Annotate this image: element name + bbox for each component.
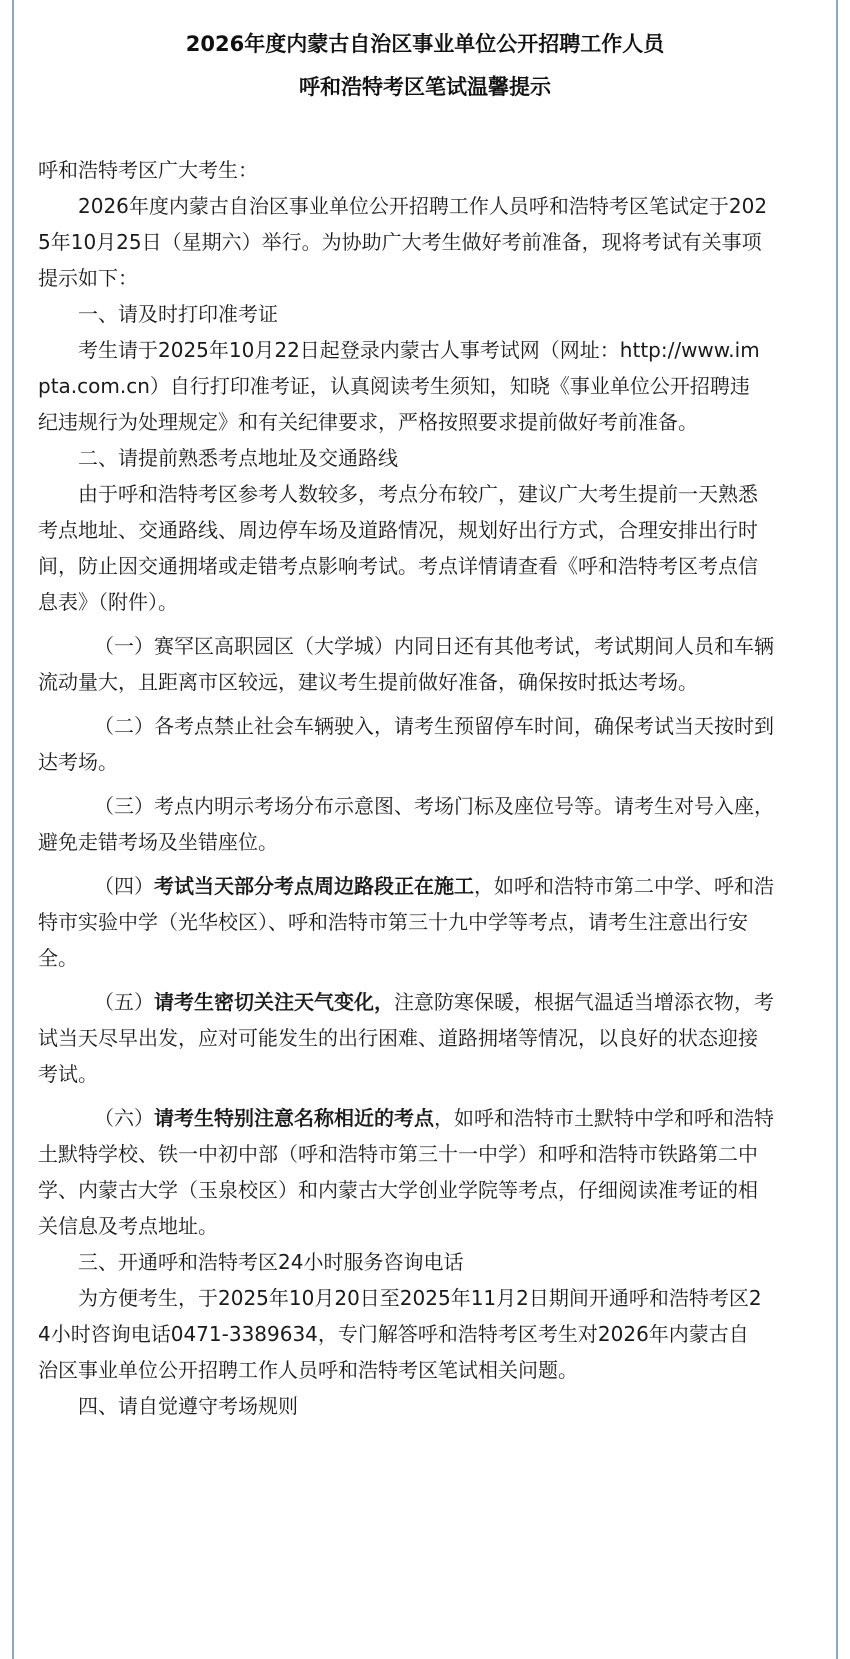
- section-heading-4: 四、请自觉遵守考场规则: [78, 1394, 298, 1418]
- item-5-prefix: （五）: [94, 990, 154, 1014]
- item-1-line: 流动量大，且距离市区较远，建议考生提前做好准备，确保按时抵达考场。: [38, 670, 698, 694]
- item-5-rest: 注意防寒保暖，根据气温适当增添衣物，考: [394, 990, 774, 1014]
- section-2-line: 息表》（附件）。: [38, 590, 178, 614]
- item-6-line: [38, 1100, 818, 1136]
- item-2-line: （二）各考点禁止社会车辆驶入，请考生预留停车时间，确保考试当天按时到: [94, 714, 774, 738]
- intro-line: 5年10月25日（星期六）举行。为协助广大考生做好考前准备，现将考试有关事项: [38, 230, 762, 254]
- item-6-emphasis: 请考生特别注意名称相近的考点: [154, 1106, 434, 1130]
- section-2-line: 间，防止因交通拥堵或走错考点影响考试。考点详情请查看《呼和浩特考区考点信: [38, 554, 758, 578]
- item-4-emphasis: 考试当天部分考点周边路段正在施工: [154, 874, 474, 898]
- item-3-line: 避免走错考场及坐错座位。: [38, 830, 278, 854]
- item-6-line: 土默特学校、铁一中初中部（呼和浩特市第三十一中学）和呼和浩特市铁路第二中: [38, 1142, 758, 1166]
- section-3-line: 4小时咨询电话0471-3389634，专门解答呼和浩特考区考生对2026年内蒙古自: [38, 1322, 749, 1346]
- document-body: [38, 152, 818, 1424]
- section-heading-1: 一、请及时打印准考证: [78, 302, 278, 326]
- salutation: 呼和浩特考区广大考生：: [38, 158, 258, 182]
- section-heading-2: 二、请提前熟悉考点地址及交通路线: [78, 446, 398, 470]
- item-3-line: （三）考点内明示考场分布示意图、考场门标及座位号等。请考生对号入座，: [94, 794, 774, 818]
- item-6-line: 关信息及考点地址。: [38, 1214, 218, 1238]
- document-title-line1: 2026年度内蒙古自治区事业单位公开招聘工作人员: [185, 32, 665, 56]
- item-6-prefix: （六）: [94, 1106, 154, 1130]
- document-page: [12, 0, 838, 1659]
- item-5-line: [38, 984, 818, 1020]
- section-1-line: pta.com.cn）自行打印准考证，认真阅读考生须知，知晓《事业单位公开招聘违: [38, 374, 750, 398]
- intro-line: 2026年度内蒙古自治区事业单位公开招聘工作人员呼和浩特考区笔试定于202: [78, 194, 768, 218]
- intro-line: 提示如下：: [38, 266, 138, 290]
- document-title-line2: 呼和浩特考区笔试温馨提示: [299, 75, 551, 99]
- section-2-line: 考点地址、交通路线、周边停车场及道路情况，规划好出行方式，合理安排出行时: [38, 518, 758, 542]
- item-4-line: [38, 868, 818, 904]
- section-1-line: 考生请于2025年10月22日起登录内蒙古人事考试网（网址：http://www.im: [78, 338, 760, 362]
- section-3-line: 为方便考生，于2025年10月20日至2025年11月2日期间开通呼和浩特考区2: [78, 1286, 762, 1310]
- item-4-prefix: （四）: [94, 874, 154, 898]
- item-6-rest: ，如呼和浩特市土默特中学和呼和浩特: [434, 1106, 774, 1130]
- item-5-line: 试当天尽早出发，应对可能发生的出行困难、道路拥堵等情况，以良好的状态迎接: [38, 1026, 758, 1050]
- section-3-line: 治区事业单位公开招聘工作人员呼和浩特考区笔试相关问题。: [38, 1358, 578, 1382]
- section-1-line: 纪违规行为处理规定》和有关纪律要求，严格按照要求提前做好考前准备。: [38, 410, 698, 434]
- section-heading-3: 三、开通呼和浩特考区24小时服务咨询电话: [78, 1250, 464, 1274]
- item-5-line: 考试。: [38, 1062, 98, 1086]
- item-5-emphasis: 请考生密切关注天气变化，: [154, 990, 394, 1014]
- item-1-line: （一）赛罕区高职园区（大学城）内同日还有其他考试，考试期间人员和车辆: [94, 634, 774, 658]
- item-2-line: 达考场。: [38, 750, 118, 774]
- section-2-line: 由于呼和浩特考区参考人数较多，考点分布较广，建议广大考生提前一天熟悉: [78, 482, 758, 506]
- item-4-line: 特市实验中学（光华校区）、呼和浩特市第三十九中学等考点，请考生注意出行安: [38, 910, 748, 934]
- item-4-rest: ，如呼和浩特市第二中学、呼和浩: [474, 874, 774, 898]
- item-6-line: 学、内蒙古大学（玉泉校区）和内蒙古大学创业学院等考点，仔细阅读准考证的相: [38, 1178, 758, 1202]
- item-4-line: 全。: [38, 946, 78, 970]
